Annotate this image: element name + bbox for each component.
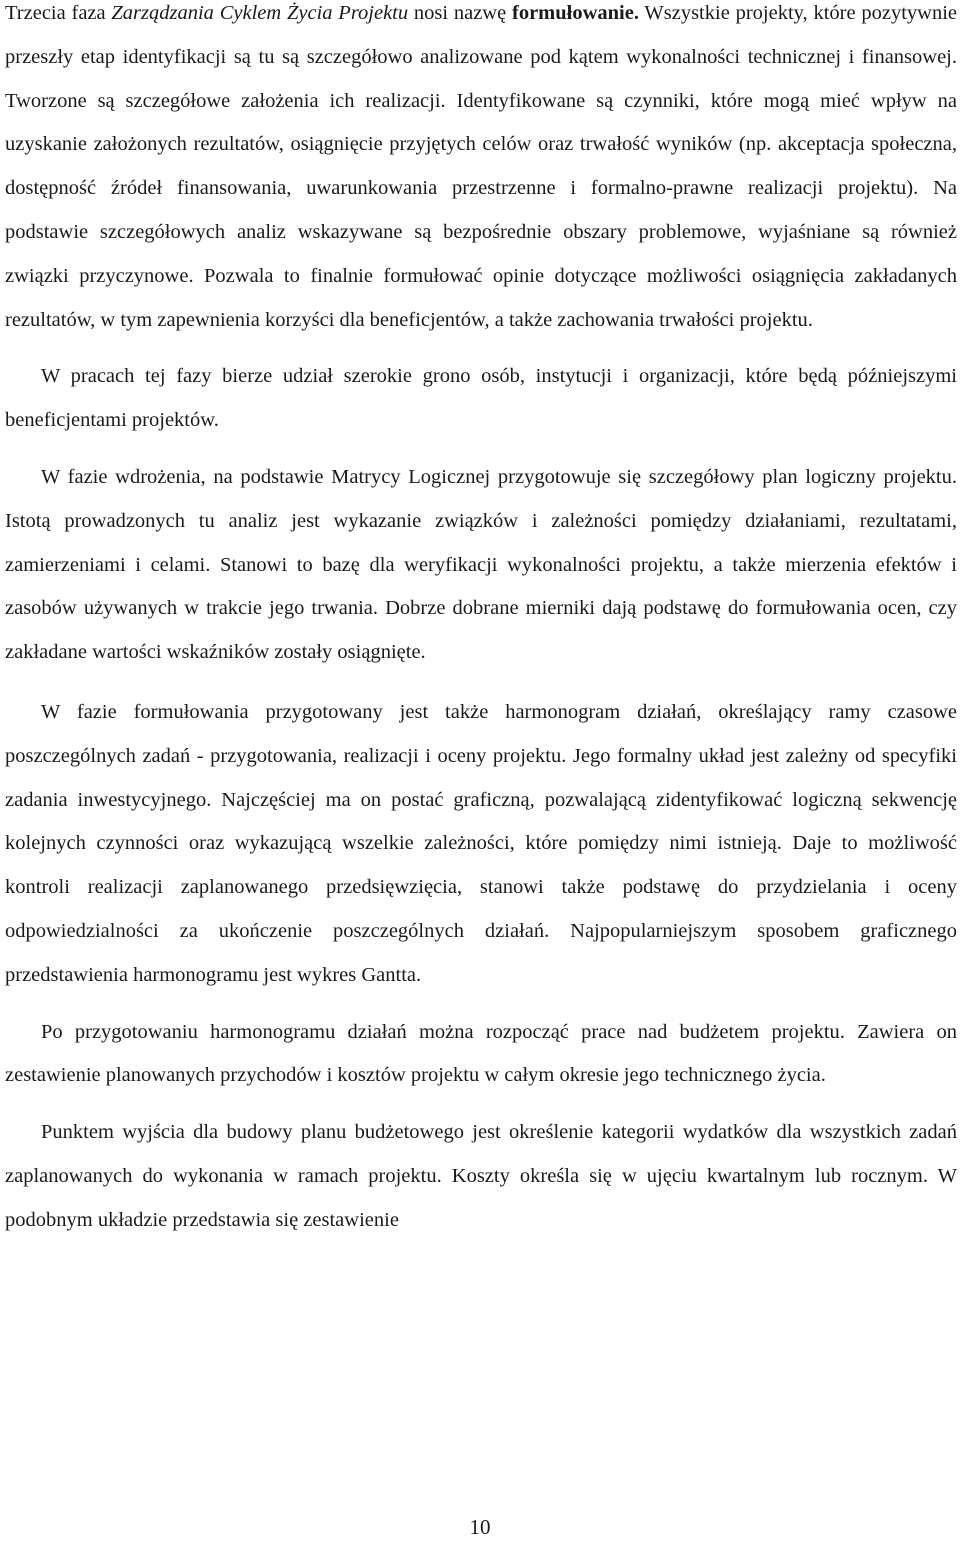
paragraph-implementation-phase bbox=[5, 456, 957, 675]
paragraph-budget-plan bbox=[5, 1111, 957, 1242]
text-segment: Punktem wyjścia dla budowy planu budżetowego jest określenie kategorii wydatków dla wszystkich zadań zaplanowanych do wykonania w ramach projektu. Koszty określa się w ujęciu kwartalnym lub rocznym. W podobnym układzie przedstawia się zestawienie bbox=[5, 1121, 957, 1231]
paragraph-schedule bbox=[5, 691, 957, 998]
text-segment: nosi nazwę bbox=[408, 2, 512, 24]
paragraph-phase-three bbox=[5, 0, 957, 342]
text-segment: W pracach tej fazy bierze udział szerokie grono osób, instytucji i organizacji, które będą późniejszymi beneficjentami projektów. bbox=[5, 365, 957, 432]
text-segment: W fazie formułowania przygotowany jest także harmonogram działań, określający ramy czasowe poszczególnych zadań - przygotowania, realizacji i oceny projektu. Jego formalny układ jest zależny od specyfiki zadania inwestycyjnego. Najczęściej ma on postać graficzną, pozwalającą zidentyfikować logiczną sekwencję kolejnych czynności oraz wykazującą wszelkie zależności, które pomiędzy nimi istnieją. Daje to możliwość kontroli realizacji zaplanowanego przedsięwzięcia, stanowi także podstawę do przydzielania i oceny odpowiedzialności za ukończenie poszczególnych działań. Najpopularniejszym sposobem graficznego przedstawienia harmonogramu jest wykres Gantta. bbox=[5, 700, 957, 986]
text-segment: W fazie wdrożenia, na podstawie Matrycy Logicznej przygotowuje się szczegółowy plan logiczny projektu. Istotą prowadzonych tu analiz jest wykazanie związków i zależności pomiędzy działaniami, rezultatami, zamierzeniami i celami. Stanowi to bazę dla weryfikacji wykonalności projektu, a także mierzenia efektów i zasobów używanych w trakcie jego trwania. Dobrze dobrane mierniki dają podstawę do formułowania ocen, czy zakładane wartości wskaźników zostały osiągnięte. bbox=[5, 465, 957, 664]
text-segment: Wszystkie projekty, które pozytywnie przeszły etap identyfikacji są tu są szczegółowo analizowane pod kątem wykonalności technicznej i finansowej. Tworzone są szczegółowe założenia ich realizacji. Identyfikowane są czynniki, które mogą mieć wpływ na uzyskanie założonych rezultatów, osiągnięcie przyjętych celów oraz trwałość wyników (np. akceptacja społeczna, dostępność źródeł finansowania, uwarunkowania przestrzenne i formalno-prawne realizacji projektu). Na podstawie szczegółowych analiz wskazywane są bezpośrednie obszary problemowe, wyjaśniane są również związki przyczynowe. Pozwala to finalnie formułować opinie dotyczące możliwości osiągnięcia zakładanych rezultatów, w tym zapewnienia korzyści dla beneficjentów, a także zachowania trwałości projektu. bbox=[5, 2, 958, 331]
text-segment: Trzecia faza bbox=[5, 2, 112, 24]
text-body bbox=[5, 0, 957, 1243]
page-number: 10 bbox=[469, 1515, 491, 1539]
paragraph-budget bbox=[5, 1011, 957, 1099]
text-segment: Po przygotowaniu harmonogramu działań można rozpocząć prace nad budżetem projektu. Zawiera on zestawienie planowanych przychodów i kosztów projektu w całym okresie jego technicznego życia. bbox=[5, 1020, 957, 1087]
paragraph-participants bbox=[5, 355, 957, 443]
text-segment-italic-title: Zarządzania Cyklem Życia Projektu bbox=[111, 2, 409, 24]
text-segment-bold-term: formułowanie. bbox=[512, 2, 639, 24]
